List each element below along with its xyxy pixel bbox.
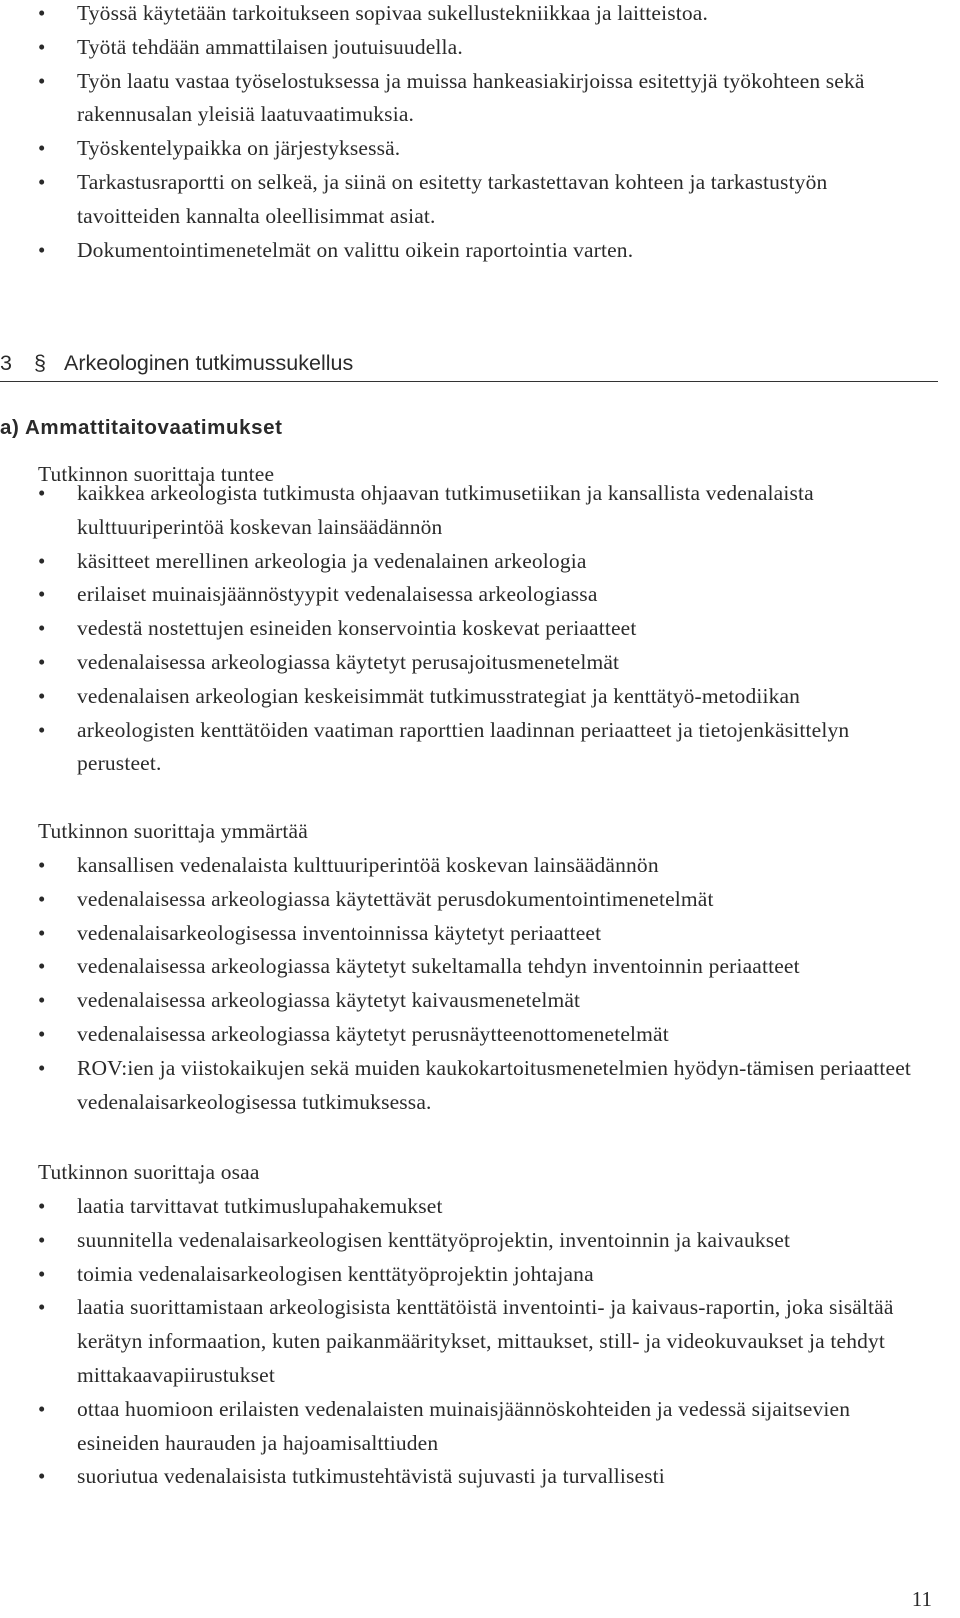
list-item: • käsitteet merellinen arkeologia ja vedenalainen arkeologia: [38, 545, 918, 579]
list-item: • arkeologisten kenttätöiden vaatiman raporttien laadinnan periaatteet ja tietojenkäsittelyn perusteet.: [38, 714, 918, 782]
list-item: • vedenalaisessa arkeologiassa käytetyt perusajoitusmenetelmät: [38, 646, 918, 680]
subheading: a) Ammattitaitovaatimukset: [0, 416, 283, 439]
ymmartaa-intro: Tutkinnon suorittaja ymmärtää: [38, 819, 308, 843]
list-item: • vedestä nostettujen esineiden konservointia koskevat periaatteet: [38, 612, 918, 646]
list-item: • Dokumentointimenetelmät on valittu oikein raportointia varten.: [38, 234, 918, 268]
list-item: • kaikkea arkeologista tutkimusta ohjaavan tutkimusetiikan ja kansallista vedenalaista kulttuuriperintöä koskevan lainsäädännön: [38, 477, 918, 545]
tuntee-list: [38, 477, 918, 781]
tuntee-intro: Tutkinnon suorittaja tuntee: [38, 462, 275, 486]
requirements-list: [38, 0, 918, 267]
list-item: • kansallisen vedenalaista kulttuuriperintöä koskevan lainsäädännön: [38, 849, 918, 883]
section-heading: [0, 348, 938, 382]
list-item: • vedenalaisessa arkeologiassa käytetyt kaivausmenetelmät: [38, 984, 918, 1018]
list-item: • vedenalaisessa arkeologiassa käytetyt perusnäytteenottomenetelmät: [38, 1018, 918, 1052]
list-item: • Työtä tehdään ammattilaisen joutuisuudella.: [38, 31, 918, 65]
list-item: • vedenalaisessa arkeologiassa käytetyt sukeltamalla tehdyn inventoinnin periaatteet: [38, 950, 918, 984]
list-item: • toimia vedenalaisarkeologisen kenttätyöprojektin johtajana: [38, 1258, 918, 1292]
list-item: • Työskentelypaikka on järjestyksessä.: [38, 132, 918, 166]
list-item: • ottaa huomioon erilaisten vedenalaisten muinaisjäännöskohteiden ja vedessä sijaitsevien esineiden haurauden ja hajoamisalttiuden: [38, 1393, 918, 1461]
list-item: • laatia suorittamistaan arkeologisista kenttätöistä inventointi- ja kaivaus-raportin, joka sisältää kerätyn informaation, kuten paikanmääritykset, mittaukset, still- ja videokuvaukset ja tehdyt mittakaavapiirustukset: [38, 1291, 918, 1392]
osaa-list: [38, 1190, 918, 1494]
page-number: 11: [911, 1587, 932, 1611]
list-item: • Työssä käytetään tarkoitukseen sopivaa sukellustekniikkaa ja laitteistoa.: [38, 0, 918, 31]
list-item: • laatia tarvittavat tutkimuslupahakemukset: [38, 1190, 918, 1224]
section-title: Arkeologinen tutkimussukellus: [64, 351, 354, 375]
list-item: • erilaiset muinaisjäännöstyypit vedenalaisessa arkeologiassa: [38, 578, 918, 612]
ymmartaa-list: [38, 849, 918, 1119]
list-item: • vedenalaisen arkeologian keskeisimmät tutkimusstrategiat ja kenttätyö-metodiikan: [38, 680, 918, 714]
section-symbol: §: [34, 351, 46, 375]
list-item: • suunnitella vedenalaisarkeologisen kenttätyöprojektin, inventoinnin ja kaivaukset: [38, 1224, 918, 1258]
section-number: 3: [0, 351, 12, 375]
osaa-intro: Tutkinnon suorittaja osaa: [38, 1160, 260, 1184]
list-item: • vedenalaisessa arkeologiassa käytettävät perusdokumentointimenetelmät: [38, 883, 918, 917]
list-item: • Työn laatu vastaa työselostuksessa ja muissa hankeasiakirjoissa esitettyjä työkohteen sekä rakennusalan yleisiä laatuvaatimuksia.: [38, 65, 918, 133]
list-item: • vedenalaisarkeologisessa inventoinnissa käytetyt periaatteet: [38, 917, 918, 951]
list-item: • suoriutua vedenalaisista tutkimustehtävistä sujuvasti ja turvallisesti: [38, 1460, 918, 1494]
list-item: • Tarkastusraportti on selkeä, ja siinä on esitetty tarkastettavan kohteen ja tarkastustyön tavoitteiden kannalta oleellisimmat asiat.: [38, 166, 918, 234]
list-item: • ROV:ien ja viistokaikujen sekä muiden kaukokartoitusmenetelmien hyödyn-tämisen periaatteet vedenalaisarkeologisessa tutkimuksessa.: [38, 1052, 918, 1120]
